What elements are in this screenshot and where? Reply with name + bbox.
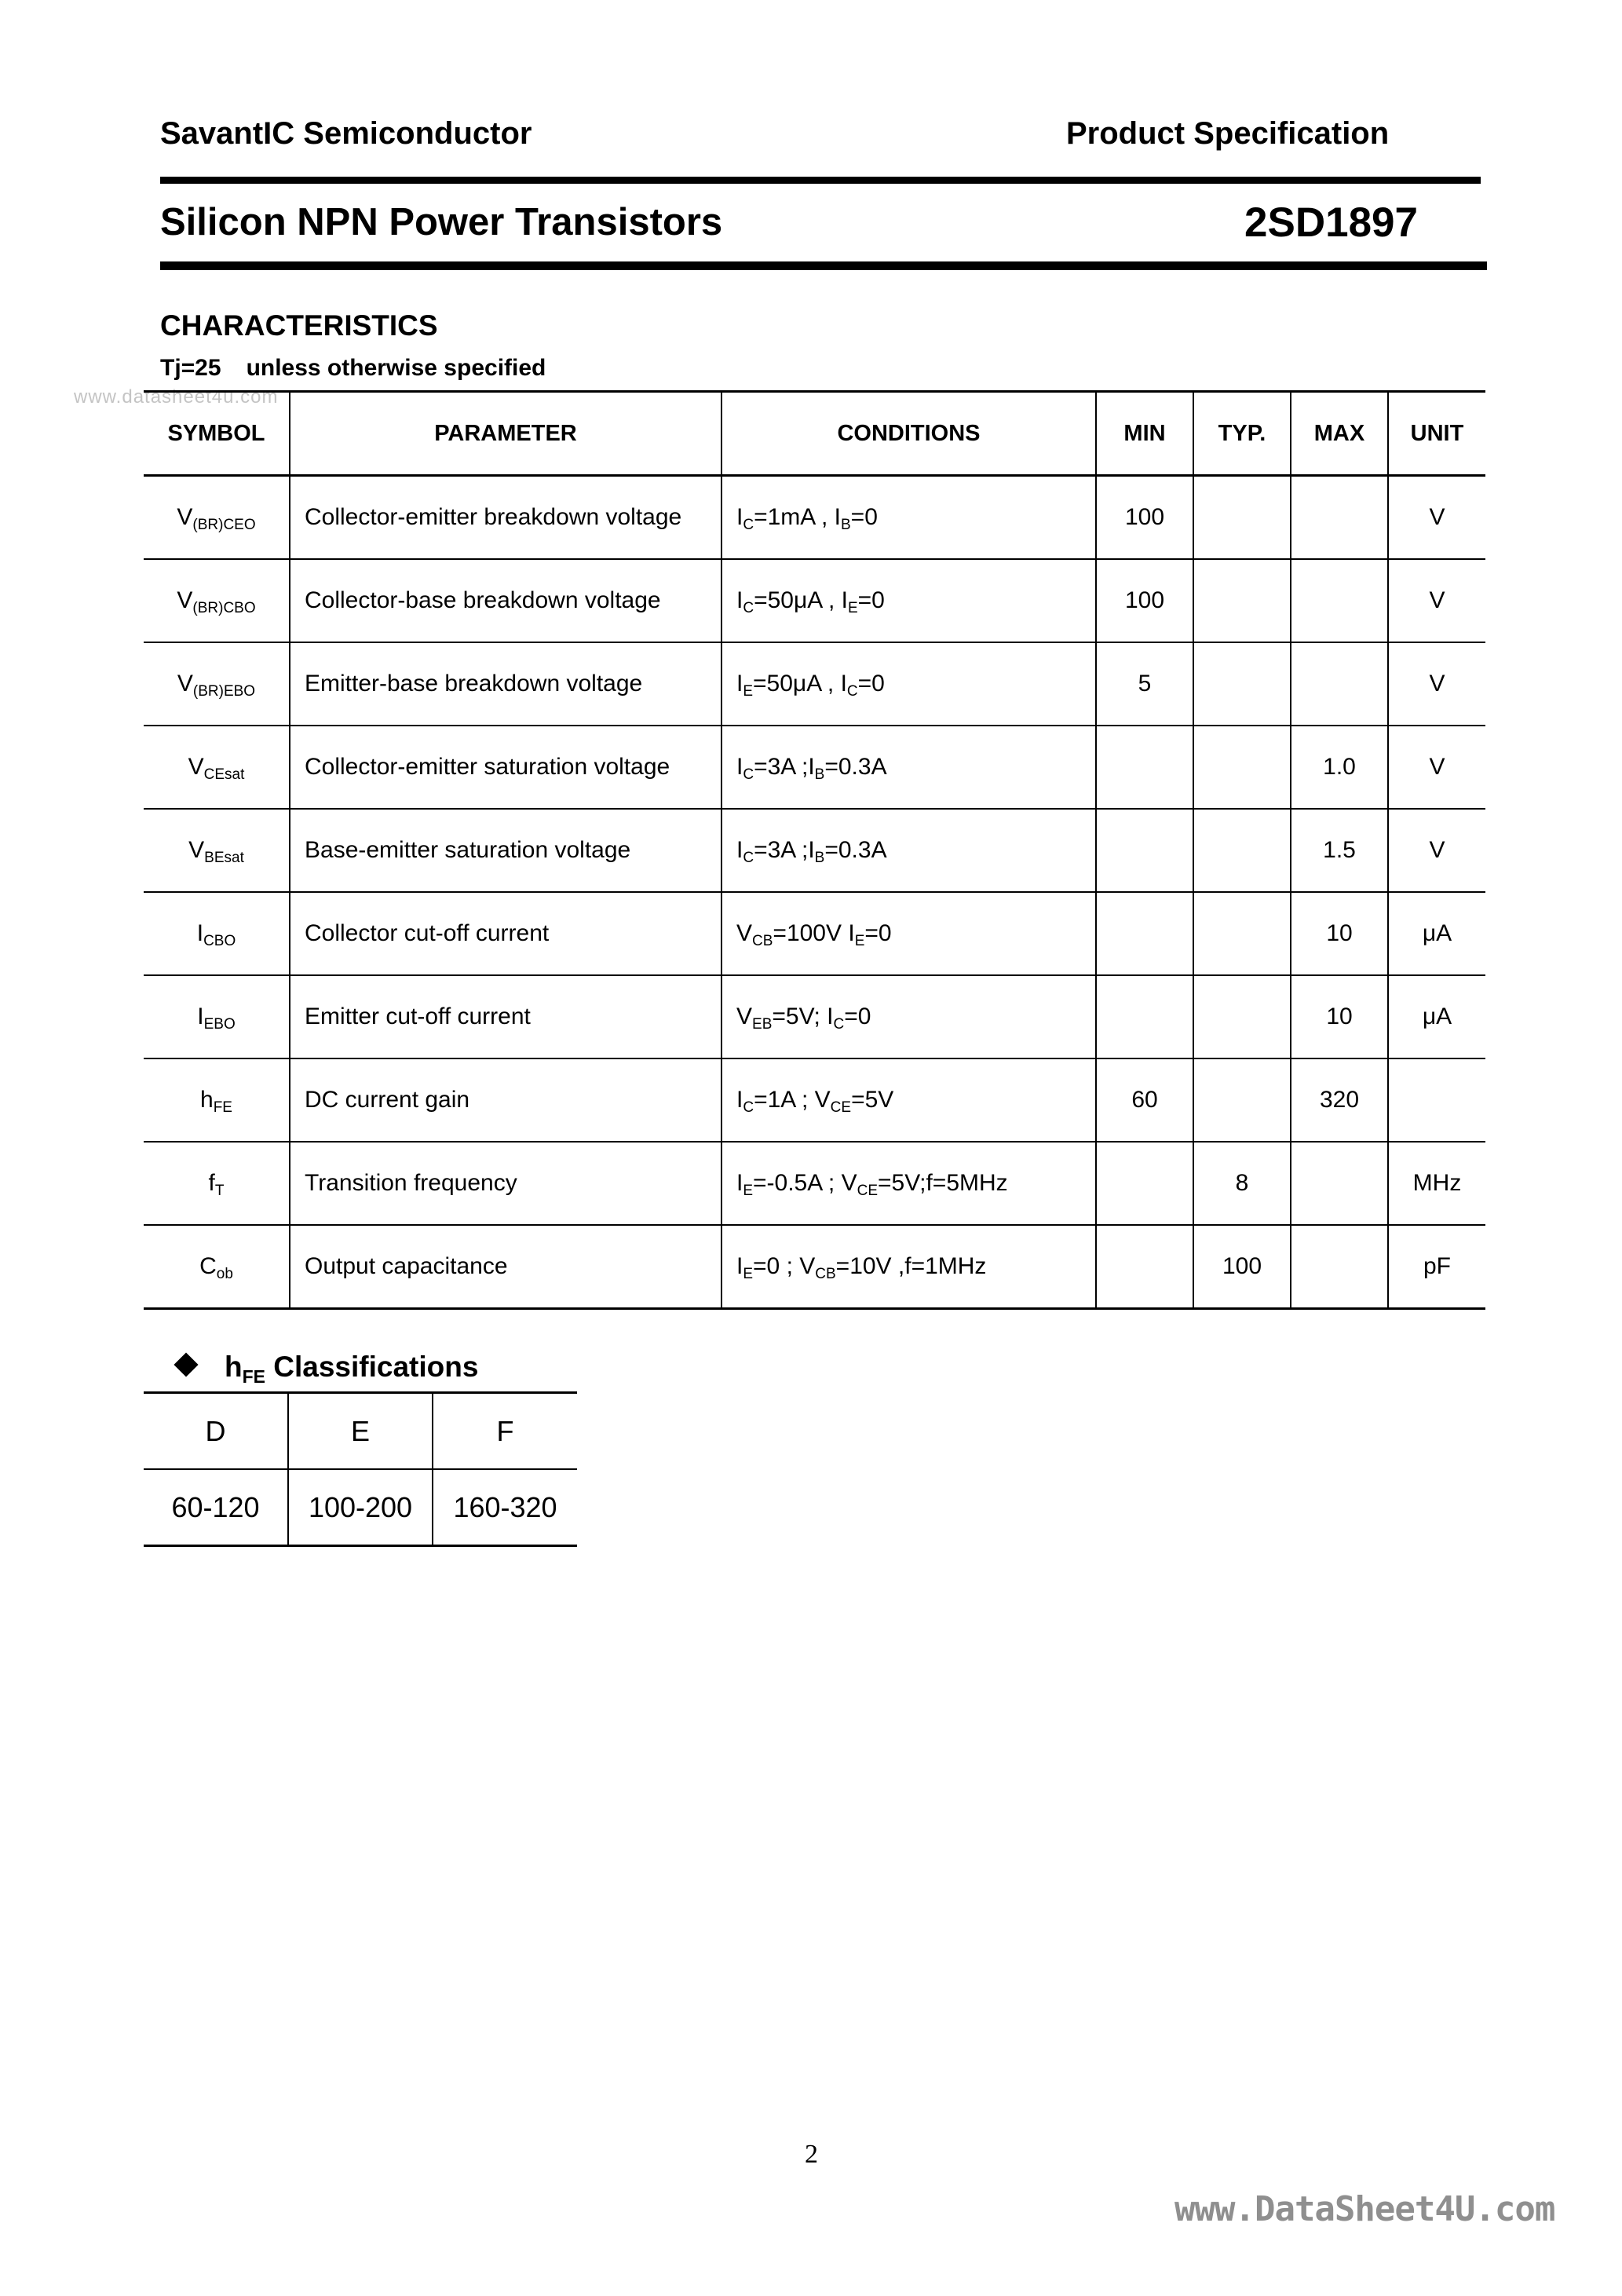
table-row — [144, 1142, 1485, 1225]
parameter-cell: Collector-base breakdown voltage — [290, 559, 721, 642]
min-cell — [1096, 1142, 1193, 1225]
column-header: CONDITIONS — [721, 392, 1096, 476]
condition-sub: CE — [830, 1099, 852, 1116]
condition-var: I — [808, 837, 815, 863]
condition-value: =0.3A — [824, 754, 887, 780]
page-number: 2 — [805, 2140, 818, 2169]
unit-cell: V — [1388, 476, 1485, 560]
conditions-cell — [721, 726, 1096, 809]
symbol-sub: BEsat — [204, 850, 244, 866]
table-row — [144, 726, 1485, 809]
condition-var: I — [848, 920, 855, 946]
conditions-cell — [721, 1058, 1096, 1142]
condition-sub: C — [846, 683, 858, 700]
symbol-cell — [144, 642, 290, 726]
condition-sub: CB — [815, 1266, 836, 1282]
parameter-cell: Emitter cut-off current — [290, 975, 721, 1058]
symbol: V — [177, 671, 193, 696]
symbol-sub: FE — [213, 1099, 232, 1116]
document-title: Silicon NPN Power Transistors — [160, 201, 723, 243]
test-condition — [160, 355, 546, 382]
column-header: MAX — [1291, 392, 1388, 476]
table-row — [144, 975, 1485, 1058]
condition-sub: B — [840, 517, 851, 533]
symbol-sub: (BR)CEO — [192, 517, 256, 533]
table-row — [144, 642, 1485, 726]
condition-sub: E — [743, 683, 754, 700]
condition-sub: CB — [752, 933, 773, 949]
condition-sub: E — [847, 600, 858, 616]
condition-value: =5V; — [772, 1004, 827, 1029]
unit-cell: μA — [1388, 975, 1485, 1058]
condition-var: I — [736, 671, 743, 696]
max-cell — [1291, 476, 1388, 560]
typ-cell — [1193, 642, 1291, 726]
condition-value: =50μA , — [754, 587, 842, 613]
table-row — [144, 559, 1485, 642]
conditions-cell — [721, 892, 1096, 975]
classification-symbol-sub: FE — [242, 1366, 265, 1387]
condition-value: =0 — [864, 920, 892, 946]
conditions-cell — [721, 476, 1096, 560]
condition-sub: E — [854, 933, 865, 949]
condition-value: =0.3A — [824, 837, 887, 863]
symbol: h — [200, 1087, 214, 1113]
column-header: TYP. — [1193, 392, 1291, 476]
table-row — [144, 892, 1485, 975]
max-cell — [1291, 1225, 1388, 1309]
grade-cell: E — [288, 1393, 433, 1470]
classification-title: Classifications — [265, 1351, 479, 1383]
condition-value: =5V — [851, 1087, 894, 1113]
conditions-cell — [721, 975, 1096, 1058]
condition-var: I — [736, 754, 743, 780]
condition-note: unless otherwise specified — [246, 355, 546, 381]
condition-var: V — [799, 1253, 816, 1279]
symbol-cell — [144, 892, 290, 975]
symbol-sub: T — [214, 1183, 225, 1199]
symbol-sub: (BR)CBO — [192, 600, 256, 616]
condition-var: V — [841, 1170, 857, 1196]
max-cell: 10 — [1291, 975, 1388, 1058]
max-cell: 1.5 — [1291, 809, 1388, 892]
symbol-sub: CBO — [203, 933, 236, 949]
parameter-cell: Base-emitter saturation voltage — [290, 809, 721, 892]
column-header: PARAMETER — [290, 392, 721, 476]
table-row — [144, 1225, 1485, 1309]
condition-var: I — [736, 1087, 743, 1113]
parameter-cell: Collector cut-off current — [290, 892, 721, 975]
symbol-sub: ob — [216, 1266, 233, 1282]
condition-value: =5V;f=5MHz — [878, 1170, 1008, 1196]
hfe-classification-table — [144, 1391, 577, 1547]
condition-value: =0 — [850, 504, 878, 530]
symbol: I — [197, 1004, 204, 1029]
condition-var: V — [736, 1004, 753, 1029]
unit-cell: V — [1388, 809, 1485, 892]
condition-var: I — [736, 1253, 743, 1279]
symbol-cell — [144, 726, 290, 809]
condition-var: I — [736, 1170, 743, 1196]
symbol-cell — [144, 559, 290, 642]
condition-sub: C — [833, 1016, 845, 1033]
symbol-cell — [144, 1142, 290, 1225]
conditions-cell — [721, 1142, 1096, 1225]
condition-value: =10V ,f=1MHz — [835, 1253, 987, 1279]
symbol-cell — [144, 476, 290, 560]
parameter-cell: Output capacitance — [290, 1225, 721, 1309]
watermark-top: www.datasheet4u.com — [74, 386, 279, 408]
parameter-cell: Collector-emitter breakdown voltage — [290, 476, 721, 560]
characteristics-table — [144, 390, 1485, 1310]
typ-cell — [1193, 809, 1291, 892]
conditions-cell — [721, 1225, 1096, 1309]
symbol-sub: CEsat — [203, 766, 245, 783]
range-row — [144, 1469, 577, 1546]
min-cell — [1096, 726, 1193, 809]
condition-value: =0 ; — [753, 1253, 800, 1279]
typ-cell — [1193, 975, 1291, 1058]
condition-var: I — [834, 504, 841, 530]
condition-var: I — [808, 754, 815, 780]
section-title: CHARACTERISTICS — [160, 309, 438, 342]
diamond-bullet-icon — [174, 1352, 198, 1377]
conditions-cell — [721, 642, 1096, 726]
typ-cell: 100 — [1193, 1225, 1291, 1309]
watermark-bottom: www.DataSheet4U.com — [1174, 2189, 1555, 2229]
symbol: I — [196, 920, 204, 946]
symbol-cell — [144, 1058, 290, 1142]
condition-var: I — [736, 837, 743, 863]
condition-sub: E — [743, 1183, 754, 1199]
min-cell — [1096, 975, 1193, 1058]
max-cell: 320 — [1291, 1058, 1388, 1142]
min-cell: 60 — [1096, 1058, 1193, 1142]
classification-symbol: h — [225, 1351, 243, 1383]
min-cell — [1096, 809, 1193, 892]
condition-sub: C — [743, 517, 754, 533]
symbol: C — [199, 1253, 217, 1279]
condition-sub: C — [743, 766, 754, 783]
table-header-row — [144, 392, 1485, 476]
header-rule-bottom — [160, 261, 1487, 270]
condition-sub: CE — [857, 1183, 879, 1199]
parameter-cell: DC current gain — [290, 1058, 721, 1142]
unit-cell: μA — [1388, 892, 1485, 975]
table-row — [144, 809, 1485, 892]
symbol: V — [188, 837, 205, 863]
condition-sub: B — [814, 766, 825, 783]
condition-sub: C — [743, 850, 754, 866]
table-row — [144, 1058, 1485, 1142]
condition-value: =3A ; — [754, 837, 809, 863]
min-cell: 5 — [1096, 642, 1193, 726]
grade-cell: D — [144, 1393, 288, 1470]
classification-heading — [177, 1351, 479, 1387]
condition-var: V — [814, 1087, 831, 1113]
condition-value: =3A ; — [754, 754, 809, 780]
condition-var: I — [827, 1004, 834, 1029]
min-cell — [1096, 892, 1193, 975]
company-name: SavantIC Semiconductor — [160, 116, 532, 151]
column-header: UNIT — [1388, 392, 1485, 476]
condition-value: =1A ; — [754, 1087, 815, 1113]
symbol-cell — [144, 975, 290, 1058]
parameter-cell: Transition frequency — [290, 1142, 721, 1225]
unit-cell: V — [1388, 726, 1485, 809]
min-cell — [1096, 1225, 1193, 1309]
max-cell: 10 — [1291, 892, 1388, 975]
condition-sub: EB — [752, 1016, 773, 1033]
condition-value: =-0.5A ; — [753, 1170, 842, 1196]
grade-cell: F — [433, 1393, 577, 1470]
unit-cell: pF — [1388, 1225, 1485, 1309]
condition-sub: C — [743, 600, 754, 616]
part-number: 2SD1897 — [1244, 199, 1419, 246]
condition-value: =100V — [773, 920, 849, 946]
condition-sub: B — [814, 850, 825, 866]
conditions-cell — [721, 559, 1096, 642]
min-cell: 100 — [1096, 559, 1193, 642]
max-cell: 1.0 — [1291, 726, 1388, 809]
unit-cell: V — [1388, 642, 1485, 726]
condition-var: I — [841, 587, 848, 613]
min-cell: 100 — [1096, 476, 1193, 560]
typ-cell: 8 — [1193, 1142, 1291, 1225]
condition-var: I — [736, 504, 743, 530]
max-cell — [1291, 642, 1388, 726]
table-row — [144, 476, 1485, 560]
column-header: MIN — [1096, 392, 1193, 476]
condition-value: =50μA , — [753, 671, 841, 696]
condition-value: =0 — [857, 587, 885, 613]
condition-sub: E — [743, 1266, 754, 1282]
condition-value: =0 — [844, 1004, 871, 1029]
range-cell: 160-320 — [433, 1469, 577, 1546]
unit-cell: MHz — [1388, 1142, 1485, 1225]
symbol-sub: (BR)EBO — [192, 683, 256, 700]
symbol-sub: EBO — [203, 1016, 236, 1033]
symbol: f — [208, 1170, 215, 1196]
symbol: V — [177, 504, 193, 530]
parameter-cell: Collector-emitter saturation voltage — [290, 726, 721, 809]
condition-temperature: Tj=25 — [160, 355, 221, 381]
column-header: SYMBOL — [144, 392, 290, 476]
condition-value: =0 — [857, 671, 885, 696]
document-type: Product Specification — [1066, 116, 1390, 151]
symbol: V — [188, 754, 204, 780]
condition-var: I — [840, 671, 847, 696]
header-rule-top — [160, 177, 1481, 184]
condition-value: =1mA , — [754, 504, 835, 530]
symbol-cell — [144, 809, 290, 892]
condition-var: I — [736, 587, 743, 613]
typ-cell — [1193, 559, 1291, 642]
unit-cell: V — [1388, 559, 1485, 642]
range-cell: 60-120 — [144, 1469, 288, 1546]
grade-row — [144, 1393, 577, 1470]
max-cell — [1291, 559, 1388, 642]
max-cell — [1291, 1142, 1388, 1225]
conditions-cell — [721, 809, 1096, 892]
typ-cell — [1193, 726, 1291, 809]
typ-cell — [1193, 892, 1291, 975]
symbol: V — [177, 587, 193, 613]
typ-cell — [1193, 1058, 1291, 1142]
typ-cell — [1193, 476, 1291, 560]
parameter-cell: Emitter-base breakdown voltage — [290, 642, 721, 726]
condition-sub: C — [743, 1099, 754, 1116]
range-cell: 100-200 — [288, 1469, 433, 1546]
unit-cell — [1388, 1058, 1485, 1142]
symbol-cell — [144, 1225, 290, 1309]
condition-var: V — [736, 920, 753, 946]
